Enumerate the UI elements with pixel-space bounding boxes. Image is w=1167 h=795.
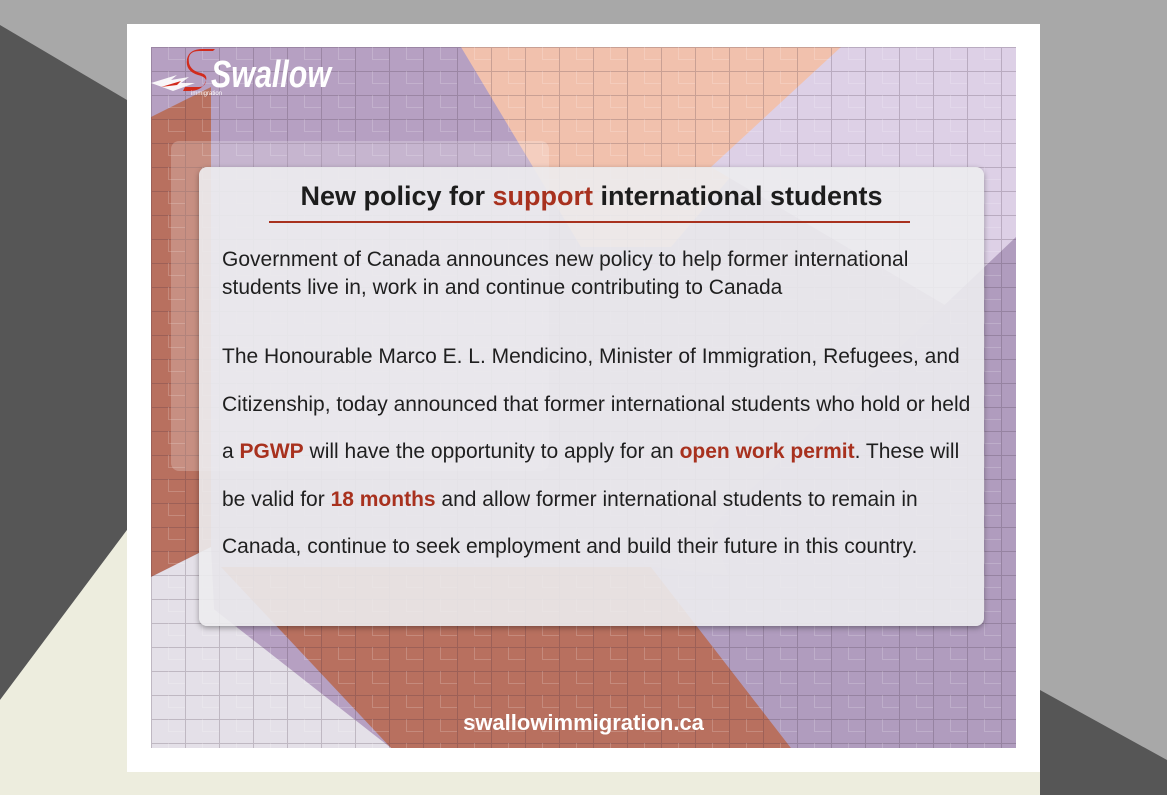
logo-tagline: immigration — [191, 91, 223, 97]
post-artwork — [151, 47, 1016, 748]
highlight-18-months: 18 months — [330, 487, 436, 511]
intro-paragraph: Government of Canada announces new policy to help former international students live in, work in and continue contributing to Canada — [222, 248, 909, 299]
title-highlight: support — [492, 181, 593, 211]
post-title: New policy for support international students — [300, 181, 883, 211]
body-paragraph: The Honourable Marco E. L. Mendicino, Minister of Immigration, Refugees, and Citizenship, today announced that former international students who hold or held a PGWP will have the opportunity to apply for an open work permit. These will be valid for 18 months and allow former international students to remain in Canada, continue to seek employment and build their future in this country. — [222, 345, 971, 558]
website-url: swallowimmigration.ca — [463, 710, 704, 735]
logo-wordmark: Swallow — [211, 54, 333, 96]
highlight-pgwp: PGWP — [239, 440, 304, 463]
content-card — [199, 167, 984, 626]
highlight-open-work-permit: open work permit — [679, 440, 855, 463]
swallow-logo — [151, 47, 341, 97]
title-underline — [269, 221, 910, 223]
